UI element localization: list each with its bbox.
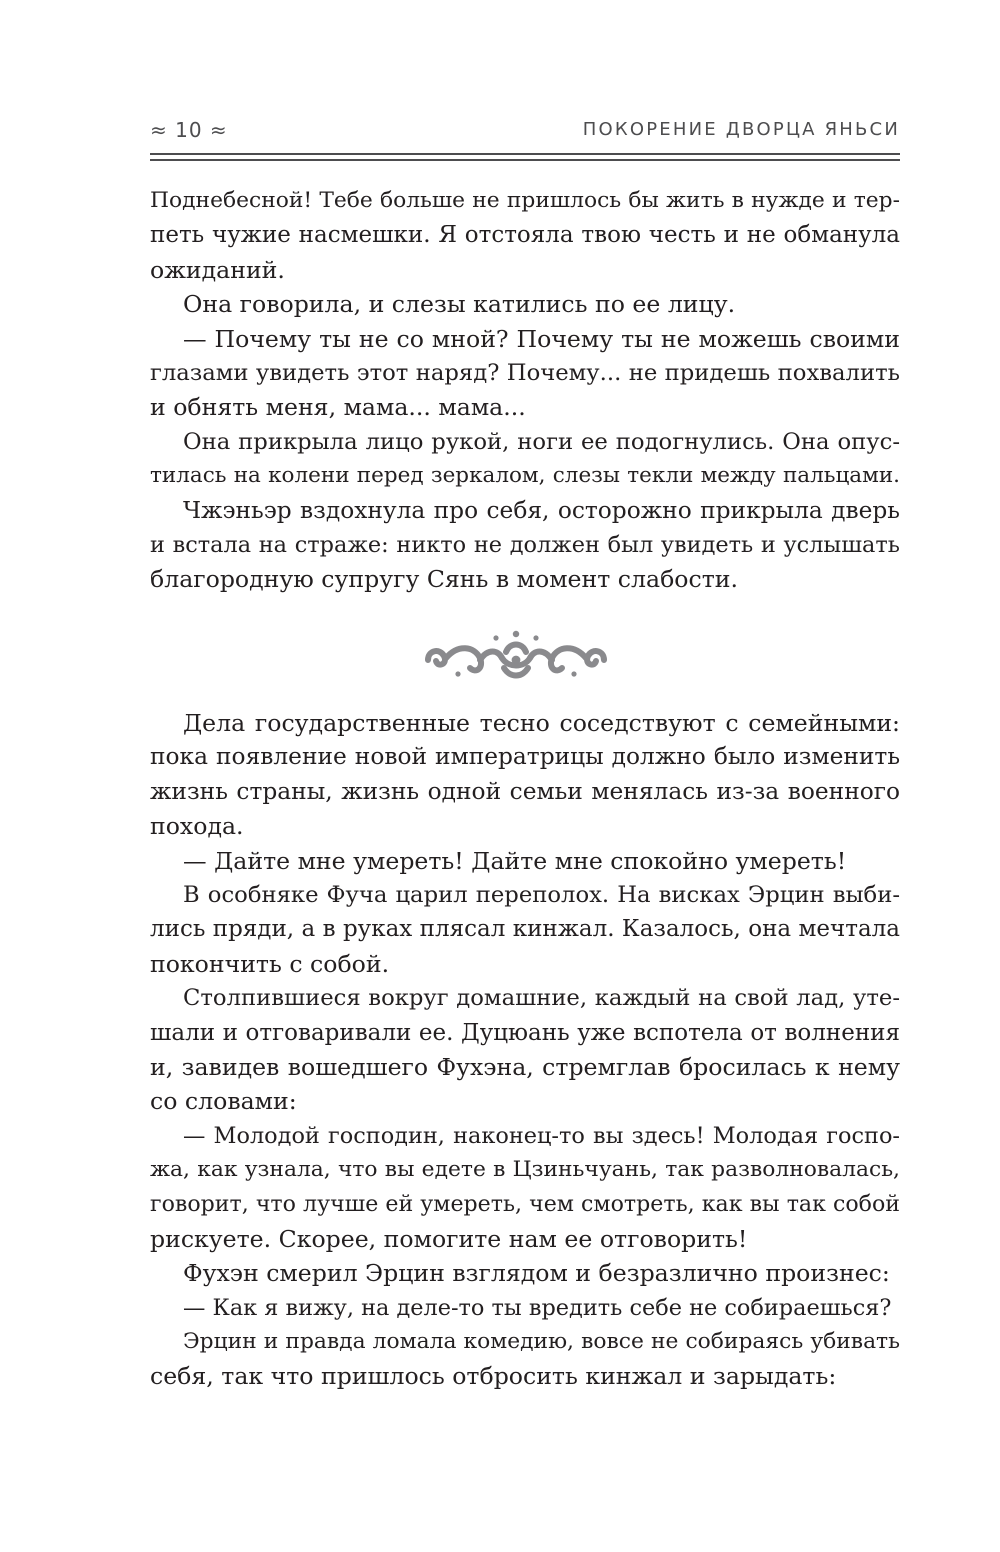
header-rule-bottom (150, 159, 900, 161)
text-line: Фухэн смерил Эрцин взглядом и безразлично произнес: (183, 1259, 890, 1288)
text-line: говорит, что лучше ей умереть, чем смотреть, как вы так собой (150, 1191, 900, 1218)
text-line: рискуете. Скорее, помогите нам ее отговорить! (150, 1224, 748, 1253)
text-section-1 (150, 184, 900, 597)
text-line: покончить с собой. (150, 949, 390, 978)
text-line: и, завидев вошедшего Фухэна, стремглав бросилась к нему (150, 1052, 900, 1081)
text-line: лись пряди, а в руках плясал кинжал. Казалось, она мечтала (150, 916, 900, 943)
text-line: со словами: (150, 1087, 297, 1116)
page-header (150, 114, 900, 150)
text-line: и встала на страже: никто не должен был увидеть и услышать (150, 531, 900, 558)
text-line: — Как я вижу, на деле-то ты вредить себе не собираешься? (183, 1294, 892, 1321)
text-line: петь чужие насмешки. Я отстояла твою честь и не обманула (150, 222, 900, 249)
page-number: ≈ 10 ≈ (150, 118, 228, 142)
text-line: Поднебесной! Тебе больше не пришлось бы жить в нужде и тер- (150, 188, 900, 213)
text-line: — Дайте мне умереть! Дайте мне спокойно умереть! (183, 846, 847, 875)
text-line: и обнять меня, мама... мама... (150, 393, 526, 422)
text-line: жизнь страны, жизнь одной семьи менялась из-за военного (150, 777, 900, 805)
header-rule-top (150, 153, 900, 155)
running-title: ПОКОРЕНИЕ ДВОРЦА ЯНЬСИ (582, 119, 900, 140)
text-section-2 (150, 706, 900, 1394)
text-line: — Почему ты не со мной? Почему ты не можешь своими (183, 324, 900, 353)
text-line: — Молодой господин, наконец-то вы здесь! Молодая госпо- (183, 1122, 900, 1149)
text-line: шали и отговаривали ее. Дуцюань уже вспотела от волнения (150, 1019, 900, 1046)
text-line: похода. (150, 812, 244, 841)
text-line: Она говорила, и слезы катились по ее лицу. (183, 290, 736, 319)
text-line: Она прикрыла лицо рукой, ноги ее подогнулись. Она опус- (183, 428, 900, 455)
text-line: глазами увидеть этот наряд? Почему... не придешь похвалить (150, 359, 900, 386)
text-line: благородную супругу Сянь в момент слабости. (150, 565, 738, 594)
decorative-scroll-ornament-icon (418, 628, 614, 686)
text-line: Чжэньэр вздохнула про себя, осторожно прикрыла дверь (183, 496, 900, 524)
text-line: Дела государственные тесно соседствуют с семейными: (183, 709, 900, 737)
text-line: Эрцин и правда ломала комедию, вовсе не собираясь убивать (183, 1329, 900, 1355)
text-line: В особняке Фуча царил переполох. На висках Эрцин выби- (183, 881, 900, 908)
text-line: ожиданий. (150, 255, 285, 284)
text-line: Столпившиеся вокруг домашние, каждый на свой лад, уте- (183, 985, 900, 1012)
text-line: пока появление новой императрицы должно было изменить (150, 743, 900, 771)
text-line: тилась на колени перед зеркалом, слезы текли между пальцами. (150, 463, 900, 489)
text-line: себя, так что пришлось отбросить кинжал и зарыдать: (150, 1362, 837, 1391)
text-line: жа, как узнала, что вы едете в Цзиньчуань, так разволновалась, (150, 1157, 900, 1183)
